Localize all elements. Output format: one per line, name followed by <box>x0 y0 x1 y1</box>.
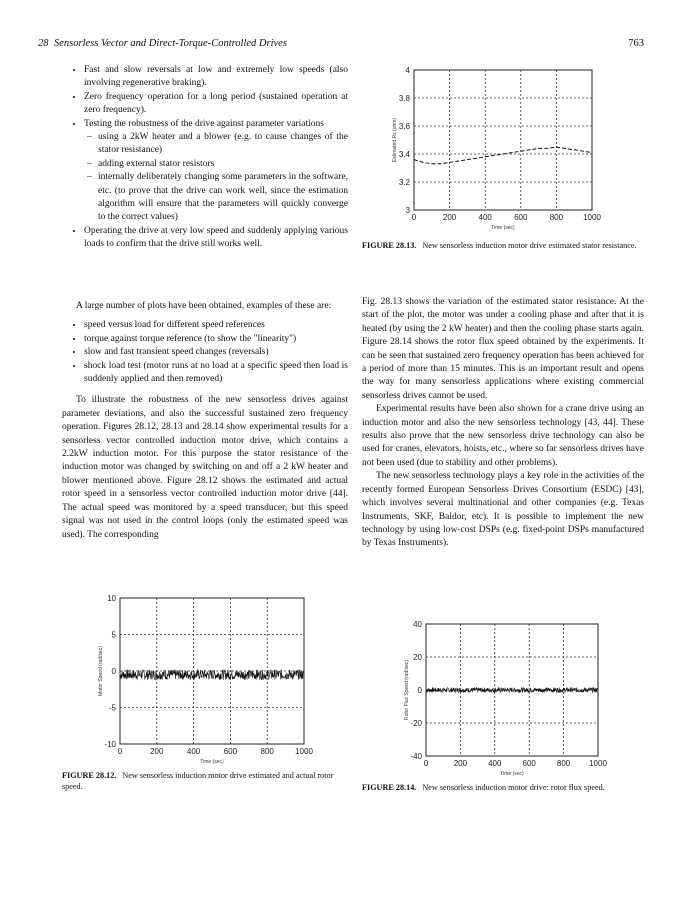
y-axis-label: Rotor Flux Speed (rad/sec) <box>404 659 410 721</box>
y-tick-label: 3.4 <box>398 150 410 159</box>
series-line <box>120 670 304 680</box>
sub-list-item: – adding external stator resistors <box>98 158 348 171</box>
y-tick-label: 0 <box>417 686 422 695</box>
y-tick-label: 4 <box>405 66 410 75</box>
y-axis-label: Estimated Rs (ohm) <box>392 117 398 163</box>
y-tick-label: 3 <box>405 206 410 215</box>
page-header <box>38 38 656 52</box>
sub-list <box>84 131 348 225</box>
list-item: • slow and fast transient speed changes (reversals) <box>84 346 348 359</box>
figure-28-12-caption <box>62 770 348 792</box>
x-tick-label: 1000 <box>583 213 601 222</box>
x-tick-label: 600 <box>514 213 528 222</box>
figure-28-14-chart <box>386 618 622 778</box>
caption-text: New sensorless induction motor drive estimated stator resistance. <box>422 241 637 250</box>
y-tick-label: 3.2 <box>398 178 410 187</box>
plot-frame <box>414 70 592 210</box>
left-column <box>66 64 348 252</box>
x-tick-label: 400 <box>488 759 502 768</box>
y-tick-label: -40 <box>410 752 422 761</box>
y-tick-label: 20 <box>413 653 422 662</box>
x-tick-label: 400 <box>478 213 492 222</box>
caption-label: FIGURE 28.13. <box>362 241 417 250</box>
figure-28-12-chart <box>84 590 324 766</box>
x-tick-label: 0 <box>411 213 417 222</box>
y-axis-label: Motor Speed (rad/sec) <box>98 646 104 696</box>
running-title: Sensorless Vector and Direct-Torque-Controlled Drives <box>54 38 287 49</box>
y-tick-label: 40 <box>413 620 422 629</box>
paragraph: Experimental results have been also shown for a crane drive using an induction motor and also the new sensorless technology [43, 44]. These results also prove that the new sensorless drive technology can also be used for cranes, elevators, hoists, etc., where so far sensorless drives have not been used (due to stability and other problems). <box>362 404 644 468</box>
y-tick-label: -5 <box>108 703 116 713</box>
figure-28-14-caption <box>362 782 652 793</box>
series-line <box>426 688 598 693</box>
sub-list-item: – internally deliberately changing some parameters in the software, etc. (to prove that the drive can work well, since the estimation algorithm will ensure that the parameters will quickly converge to the correct values) <box>98 171 348 225</box>
series-line <box>414 147 592 164</box>
caption-text: New sensorless induction motor drive: rotor flux speed. <box>422 783 605 792</box>
x-tick-label: 200 <box>442 213 457 222</box>
y-tick-label: 5 <box>111 630 116 640</box>
caption-label: FIGURE 28.12. <box>62 771 117 780</box>
right-column <box>362 296 644 551</box>
y-tick-label: -20 <box>410 719 422 728</box>
list-item: • Testing the robustness of the drive against parameter variations – using a 2kW heater and a blower (e.g. to cause changes of the stator resistance) – adding external stator resistors – internally deliberately changing some parameters in the software, etc. (to prove that the drive can work well, since the estimation algorithm will ensure that the parameters will quickly converge to the correct values) <box>84 118 348 225</box>
x-tick-label: 200 <box>453 759 468 768</box>
paragraph: The new sensorless technology plays a key role in the activities of the recently formed European Sensorless Drives Consortium (ESDC) [43], which involves several multinational and other companies (e.g. Texas Instruments, SKF, Baldor, etc). It is possible to implement the new technology by using low-cost DSPs (e.g. fixed-point DSPs manufactured by Texas Instruments). <box>362 471 644 549</box>
figure-28-13-chart <box>384 62 614 232</box>
sub-list-item: – using a 2kW heater and a blower (e.g. to cause changes of the stator resistance) <box>98 131 348 158</box>
x-tick-label: 800 <box>549 213 564 222</box>
x-axis-label: Time (sec) <box>500 771 524 777</box>
paragraph: Fig. 28.13 shows the variation of the estimated stator resistance. At the start of the plot, the motor was under a cooling phase and after that it is heated (by using the 2 kW heater) and then the cooling phase starts again. Figure 28.14 shows the rotor flux speed obtained by the experiments. It can be seen that sustained zero frequency operation has been achieved for a period of more than 15 minutes. This is an important result and opens the way for many sensorless applications where existing commercial sensorless drives cannot be used. <box>362 297 644 401</box>
x-tick-label: 800 <box>556 759 571 768</box>
x-tick-label: 800 <box>260 747 274 756</box>
chapter-number: 28 <box>38 38 49 49</box>
y-tick-label: -10 <box>104 740 116 749</box>
y-tick-label: 0 <box>111 667 116 676</box>
x-axis-label: Time (sec) <box>200 759 224 765</box>
x-axis-label: Time (sec) <box>491 225 515 231</box>
page-number: 763 <box>628 38 644 49</box>
plot-list <box>62 319 348 386</box>
x-tick-label: 0 <box>117 747 123 756</box>
list-item: • torque against torque reference (to show the "linearity") <box>84 333 348 346</box>
list-item: • speed versus load for different speed references <box>84 319 348 332</box>
list-item: • shock load test (motor runs at no load at a specific speed then load is suddenly applied and then removed) <box>84 360 348 387</box>
x-tick-label: 0 <box>423 759 429 768</box>
x-tick-label: 400 <box>186 747 201 756</box>
x-tick-label: 1000 <box>295 747 313 756</box>
x-tick-label: 200 <box>150 747 164 756</box>
x-tick-label: 1000 <box>589 759 607 768</box>
caption-text: New sensorless induction motor drive estimated and actual rotor speed. <box>62 771 334 791</box>
list-item: • Operating the drive at very low speed and suddenly applying various loads to confirm that the drive still works well. <box>84 225 348 252</box>
left-column-mid <box>62 300 348 542</box>
list-item: • Zero frequency operation for a long period (sustained operation at zero frequency). <box>84 91 348 118</box>
y-tick-label: 10 <box>107 594 116 603</box>
y-tick-label: 3.8 <box>398 94 410 103</box>
caption-label: FIGURE 28.14. <box>362 783 417 792</box>
paragraph: A large number of plots have been obtained, examples of these are: <box>76 301 332 311</box>
figure-28-13-caption <box>362 240 647 251</box>
x-tick-label: 600 <box>223 747 238 756</box>
x-tick-label: 600 <box>522 759 536 768</box>
list-item: • Fast and slow reversals at low and extremely low speeds (also involving regenerative braking). <box>84 64 348 91</box>
y-tick-label: 3.6 <box>398 122 410 131</box>
test-list <box>66 64 348 252</box>
paragraph: To illustrate the robustness of the new sensorless drives against parameter deviations, and also the successful sustained zero frequency operation. Figures 28.12, 28.13 and 28.14 show experimental results for a sensorless vector controlled induction motor drive, which contains a 2.2kW induction motor. For this purpose the stator resistance of the induction motor was changed by switching on and off a 2 kW heater and blower mentioned above. Figure 28.12 shows the estimated and actual rotor speed in a sensorless vector controlled induction motor drive [44]. The actual speed was monitored by a speed transducer, but this speed signal was not used in the control loops (only the estimated speed was used). The corresponding <box>62 395 348 540</box>
